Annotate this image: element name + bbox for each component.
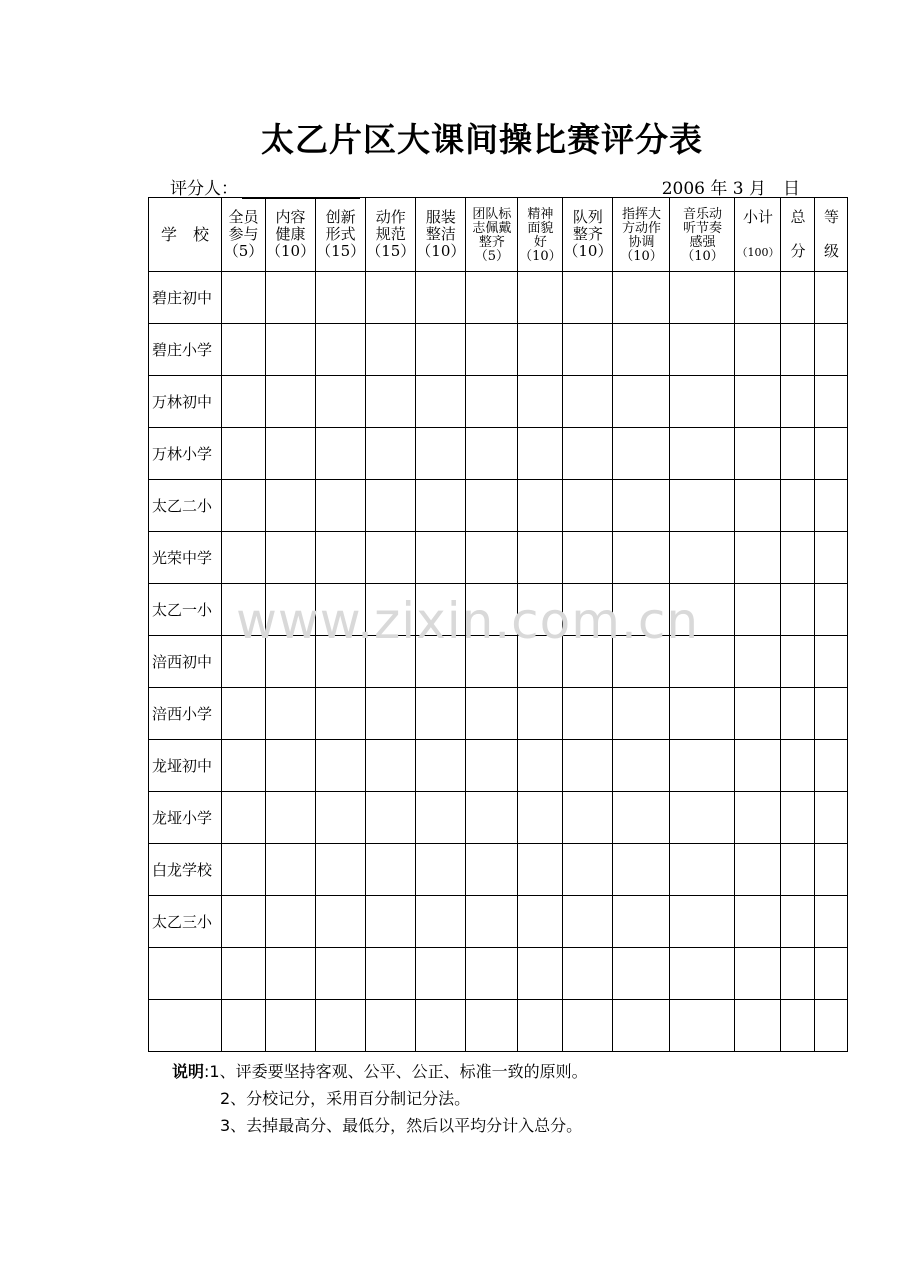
score-cell[interactable] — [266, 740, 316, 792]
score-cell[interactable] — [366, 896, 416, 948]
score-cell[interactable] — [563, 324, 613, 376]
score-cell[interactable] — [366, 740, 416, 792]
score-cell[interactable] — [266, 948, 316, 1000]
score-cell[interactable] — [416, 480, 466, 532]
header-school: 学 校 — [149, 198, 222, 272]
score-cell[interactable] — [466, 324, 518, 376]
school-name — [149, 948, 222, 1000]
score-cell[interactable] — [518, 948, 563, 1000]
score-cell[interactable] — [222, 480, 266, 532]
table-row — [149, 948, 848, 1000]
score-cell[interactable] — [366, 532, 416, 584]
score-cell[interactable] — [613, 896, 670, 948]
score-cell[interactable] — [781, 428, 815, 480]
note-item-1: 说明:1、评委要坚持客观、公平、公正、标准一致的原则。 — [172, 1062, 588, 1081]
score-cell[interactable] — [466, 792, 518, 844]
score-cell[interactable] — [222, 688, 266, 740]
score-cell[interactable] — [815, 688, 848, 740]
header-row — [149, 198, 848, 272]
score-cell[interactable] — [222, 376, 266, 428]
score-cell[interactable] — [815, 844, 848, 896]
score-cell[interactable] — [735, 688, 781, 740]
watermark: www.zixin.com.cn — [236, 592, 700, 650]
score-cell[interactable] — [316, 1000, 366, 1052]
school-name: 涪西小学 — [149, 688, 222, 740]
score-cell[interactable] — [518, 688, 563, 740]
score-cell[interactable] — [563, 740, 613, 792]
header-badge: 团队标 志佩戴 整齐 （5） — [466, 198, 518, 272]
score-cell[interactable] — [316, 792, 366, 844]
score-cell[interactable] — [518, 896, 563, 948]
score-cell[interactable] — [266, 688, 316, 740]
score-cell[interactable] — [316, 324, 366, 376]
score-cell[interactable] — [815, 324, 848, 376]
header-subtotal: 小计 （100） — [735, 198, 781, 272]
score-cell[interactable] — [781, 688, 815, 740]
date-label: 2006 年 3 月 日 — [661, 179, 800, 199]
score-cell[interactable] — [781, 584, 815, 636]
school-name: 万林初中 — [149, 376, 222, 428]
score-cell[interactable] — [316, 376, 366, 428]
table-row — [149, 376, 848, 428]
school-name: 龙垭初中 — [149, 740, 222, 792]
table-row — [149, 1000, 848, 1052]
score-cell[interactable] — [316, 688, 366, 740]
score-cell[interactable] — [518, 428, 563, 480]
score-cell[interactable] — [563, 532, 613, 584]
score-cell[interactable] — [416, 532, 466, 584]
score-cell[interactable] — [416, 272, 466, 324]
score-cell[interactable] — [563, 480, 613, 532]
score-cell[interactable] — [670, 948, 735, 1000]
scorer-label: 评分人： — [170, 179, 238, 199]
notes-label: 说明 — [172, 1062, 205, 1081]
score-cell[interactable] — [416, 428, 466, 480]
score-cell[interactable] — [416, 740, 466, 792]
score-cell[interactable] — [518, 1000, 563, 1052]
score-cell[interactable] — [416, 948, 466, 1000]
score-cell[interactable] — [613, 844, 670, 896]
score-cell[interactable] — [735, 844, 781, 896]
score-cell[interactable] — [466, 844, 518, 896]
score-cell[interactable] — [266, 376, 316, 428]
score-cell[interactable] — [670, 376, 735, 428]
score-cell[interactable] — [781, 376, 815, 428]
score-cell[interactable] — [466, 1000, 518, 1052]
score-cell[interactable] — [416, 376, 466, 428]
score-cell[interactable] — [563, 896, 613, 948]
score-cell[interactable] — [815, 376, 848, 428]
score-cell[interactable] — [563, 688, 613, 740]
page-title: 太乙片区大课间操比赛评分表 — [261, 120, 703, 159]
score-cell[interactable] — [781, 636, 815, 688]
school-name: 白龙学校 — [149, 844, 222, 896]
score-cell[interactable] — [815, 272, 848, 324]
score-cell[interactable] — [613, 688, 670, 740]
score-cell[interactable] — [563, 948, 613, 1000]
school-name: 碧庄小学 — [149, 324, 222, 376]
score-cell[interactable] — [316, 480, 366, 532]
score-cell[interactable] — [222, 844, 266, 896]
score-cell[interactable] — [670, 324, 735, 376]
score-cell[interactable] — [366, 376, 416, 428]
score-cell[interactable] — [613, 1000, 670, 1052]
score-cell[interactable] — [613, 792, 670, 844]
score-cell[interactable] — [613, 740, 670, 792]
score-cell[interactable] — [670, 1000, 735, 1052]
score-cell[interactable] — [466, 948, 518, 1000]
score-cell[interactable] — [735, 896, 781, 948]
score-cell[interactable] — [563, 792, 613, 844]
score-cell[interactable] — [222, 948, 266, 1000]
score-cell[interactable] — [222, 792, 266, 844]
score-cell[interactable] — [366, 948, 416, 1000]
score-cell[interactable] — [416, 792, 466, 844]
score-cell[interactable] — [366, 688, 416, 740]
score-cell[interactable] — [563, 428, 613, 480]
score-cell[interactable] — [366, 1000, 416, 1052]
score-cell[interactable] — [316, 948, 366, 1000]
table-row — [149, 740, 848, 792]
score-cell[interactable] — [366, 844, 416, 896]
header-innovation: 创新 形式 （15） — [316, 198, 366, 272]
score-cell[interactable] — [670, 740, 735, 792]
score-cell[interactable] — [416, 844, 466, 896]
score-cell[interactable] — [518, 376, 563, 428]
score-cell[interactable] — [781, 844, 815, 896]
score-cell[interactable] — [316, 844, 366, 896]
score-cell[interactable] — [735, 428, 781, 480]
school-name: 太乙二小 — [149, 480, 222, 532]
score-cell[interactable] — [518, 792, 563, 844]
score-cell[interactable] — [518, 844, 563, 896]
header-uniform: 服装 整洁 （10） — [416, 198, 466, 272]
score-cell[interactable] — [466, 532, 518, 584]
score-cell[interactable] — [366, 792, 416, 844]
score-cell[interactable] — [735, 1000, 781, 1052]
score-cell[interactable] — [366, 428, 416, 480]
school-name: 龙垭小学 — [149, 792, 222, 844]
score-cell[interactable] — [735, 636, 781, 688]
score-cell[interactable] — [266, 896, 316, 948]
score-cell[interactable] — [815, 792, 848, 844]
score-cell[interactable] — [735, 272, 781, 324]
school-name: 光荣中学 — [149, 532, 222, 584]
score-cell[interactable] — [670, 844, 735, 896]
score-cell[interactable] — [670, 896, 735, 948]
score-cell[interactable] — [222, 532, 266, 584]
score-cell[interactable] — [466, 428, 518, 480]
score-cell[interactable] — [266, 532, 316, 584]
table-row — [149, 428, 848, 480]
table-row — [149, 324, 848, 376]
score-cell[interactable] — [563, 844, 613, 896]
score-cell[interactable] — [416, 896, 466, 948]
score-cell[interactable] — [613, 948, 670, 1000]
score-cell[interactable] — [613, 272, 670, 324]
score-cell[interactable] — [366, 272, 416, 324]
form-meta — [170, 174, 800, 199]
score-cell[interactable] — [266, 324, 316, 376]
score-cell[interactable] — [735, 948, 781, 1000]
score-cell[interactable] — [781, 792, 815, 844]
score-cell[interactable] — [815, 948, 848, 1000]
score-cell[interactable] — [222, 324, 266, 376]
score-cell[interactable] — [670, 532, 735, 584]
header-content: 内容 健康 （10） — [266, 198, 316, 272]
score-cell[interactable] — [670, 272, 735, 324]
score-cell[interactable] — [416, 324, 466, 376]
score-cell[interactable] — [735, 324, 781, 376]
score-cell[interactable] — [613, 532, 670, 584]
score-cell[interactable] — [735, 740, 781, 792]
header-spirit: 精神 面貌 好 （10） — [518, 198, 563, 272]
score-cell[interactable] — [735, 584, 781, 636]
score-cell[interactable] — [613, 428, 670, 480]
score-cell[interactable] — [781, 1000, 815, 1052]
score-cell[interactable] — [781, 896, 815, 948]
score-cell[interactable] — [815, 584, 848, 636]
table-row — [149, 272, 848, 324]
score-cell[interactable] — [815, 740, 848, 792]
score-cell[interactable] — [518, 532, 563, 584]
score-cell[interactable] — [670, 792, 735, 844]
score-cell[interactable] — [466, 376, 518, 428]
score-cell[interactable] — [316, 428, 366, 480]
score-cell[interactable] — [518, 740, 563, 792]
table-row — [149, 844, 848, 896]
school-name: 太乙三小 — [149, 896, 222, 948]
score-cell[interactable] — [613, 480, 670, 532]
score-cell[interactable] — [613, 324, 670, 376]
score-cell[interactable] — [781, 740, 815, 792]
header-grade: 等 级 — [815, 198, 848, 272]
score-cell[interactable] — [466, 740, 518, 792]
score-cell[interactable] — [670, 480, 735, 532]
score-cell[interactable] — [222, 1000, 266, 1052]
score-cell[interactable] — [815, 636, 848, 688]
school-name — [149, 1000, 222, 1052]
score-cell[interactable] — [735, 480, 781, 532]
score-cell[interactable] — [316, 740, 366, 792]
score-cell[interactable] — [735, 792, 781, 844]
score-cell[interactable] — [222, 272, 266, 324]
score-cell[interactable] — [563, 376, 613, 428]
score-cell[interactable] — [222, 896, 266, 948]
header-rhythm: 音乐动 听节奏 感强 （10） — [670, 198, 735, 272]
score-cell[interactable] — [781, 324, 815, 376]
score-cell[interactable] — [781, 948, 815, 1000]
score-cell[interactable] — [670, 428, 735, 480]
header-movement: 动作 规范 （15） — [366, 198, 416, 272]
score-cell[interactable] — [316, 272, 366, 324]
header-formation: 队列 整齐 （10） — [563, 198, 613, 272]
note-item-3: 3、去掉最高分、最低分，然后以平均分计入总分。 — [220, 1116, 583, 1135]
notes-section — [172, 1058, 588, 1139]
score-cell[interactable] — [266, 844, 316, 896]
school-name: 太乙一小 — [149, 584, 222, 636]
score-cell[interactable] — [815, 428, 848, 480]
table-row — [149, 480, 848, 532]
score-cell[interactable] — [781, 480, 815, 532]
score-cell[interactable] — [416, 688, 466, 740]
table-row — [149, 532, 848, 584]
score-cell[interactable] — [222, 740, 266, 792]
score-cell[interactable] — [466, 480, 518, 532]
score-cell[interactable] — [781, 532, 815, 584]
school-name: 涪西初中 — [149, 636, 222, 688]
table-row — [149, 688, 848, 740]
score-cell[interactable] — [316, 532, 366, 584]
score-cell[interactable] — [563, 272, 613, 324]
school-name: 万林小学 — [149, 428, 222, 480]
score-cell[interactable] — [563, 1000, 613, 1052]
score-cell[interactable] — [815, 480, 848, 532]
header-participation: 全员 参与 （5） — [222, 198, 266, 272]
score-cell[interactable] — [518, 480, 563, 532]
school-name: 碧庄初中 — [149, 272, 222, 324]
score-cell[interactable] — [781, 272, 815, 324]
score-cell[interactable] — [815, 896, 848, 948]
header-command: 指挥大 方动作 协调 （10） — [613, 198, 670, 272]
header-total: 总 分 — [781, 198, 815, 272]
score-cell[interactable] — [366, 480, 416, 532]
score-cell[interactable] — [266, 792, 316, 844]
score-cell[interactable] — [670, 688, 735, 740]
score-cell[interactable] — [735, 532, 781, 584]
score-cell[interactable] — [316, 896, 366, 948]
score-cell[interactable] — [366, 324, 416, 376]
score-cell[interactable] — [518, 324, 563, 376]
score-cell[interactable] — [613, 376, 670, 428]
table-row — [149, 896, 848, 948]
score-cell[interactable] — [466, 688, 518, 740]
note-item-2: 2、分校记分，采用百分制记分法。 — [220, 1089, 471, 1108]
score-cell[interactable] — [466, 896, 518, 948]
score-cell[interactable] — [266, 272, 316, 324]
score-cell[interactable] — [735, 376, 781, 428]
score-cell[interactable] — [222, 428, 266, 480]
score-cell[interactable] — [266, 1000, 316, 1052]
table-row — [149, 792, 848, 844]
scorer-field — [170, 174, 360, 199]
score-cell[interactable] — [815, 1000, 848, 1052]
score-cell[interactable] — [815, 532, 848, 584]
score-cell[interactable] — [266, 480, 316, 532]
score-cell[interactable] — [466, 272, 518, 324]
score-cell[interactable] — [416, 1000, 466, 1052]
score-cell[interactable] — [518, 272, 563, 324]
score-cell[interactable] — [266, 428, 316, 480]
